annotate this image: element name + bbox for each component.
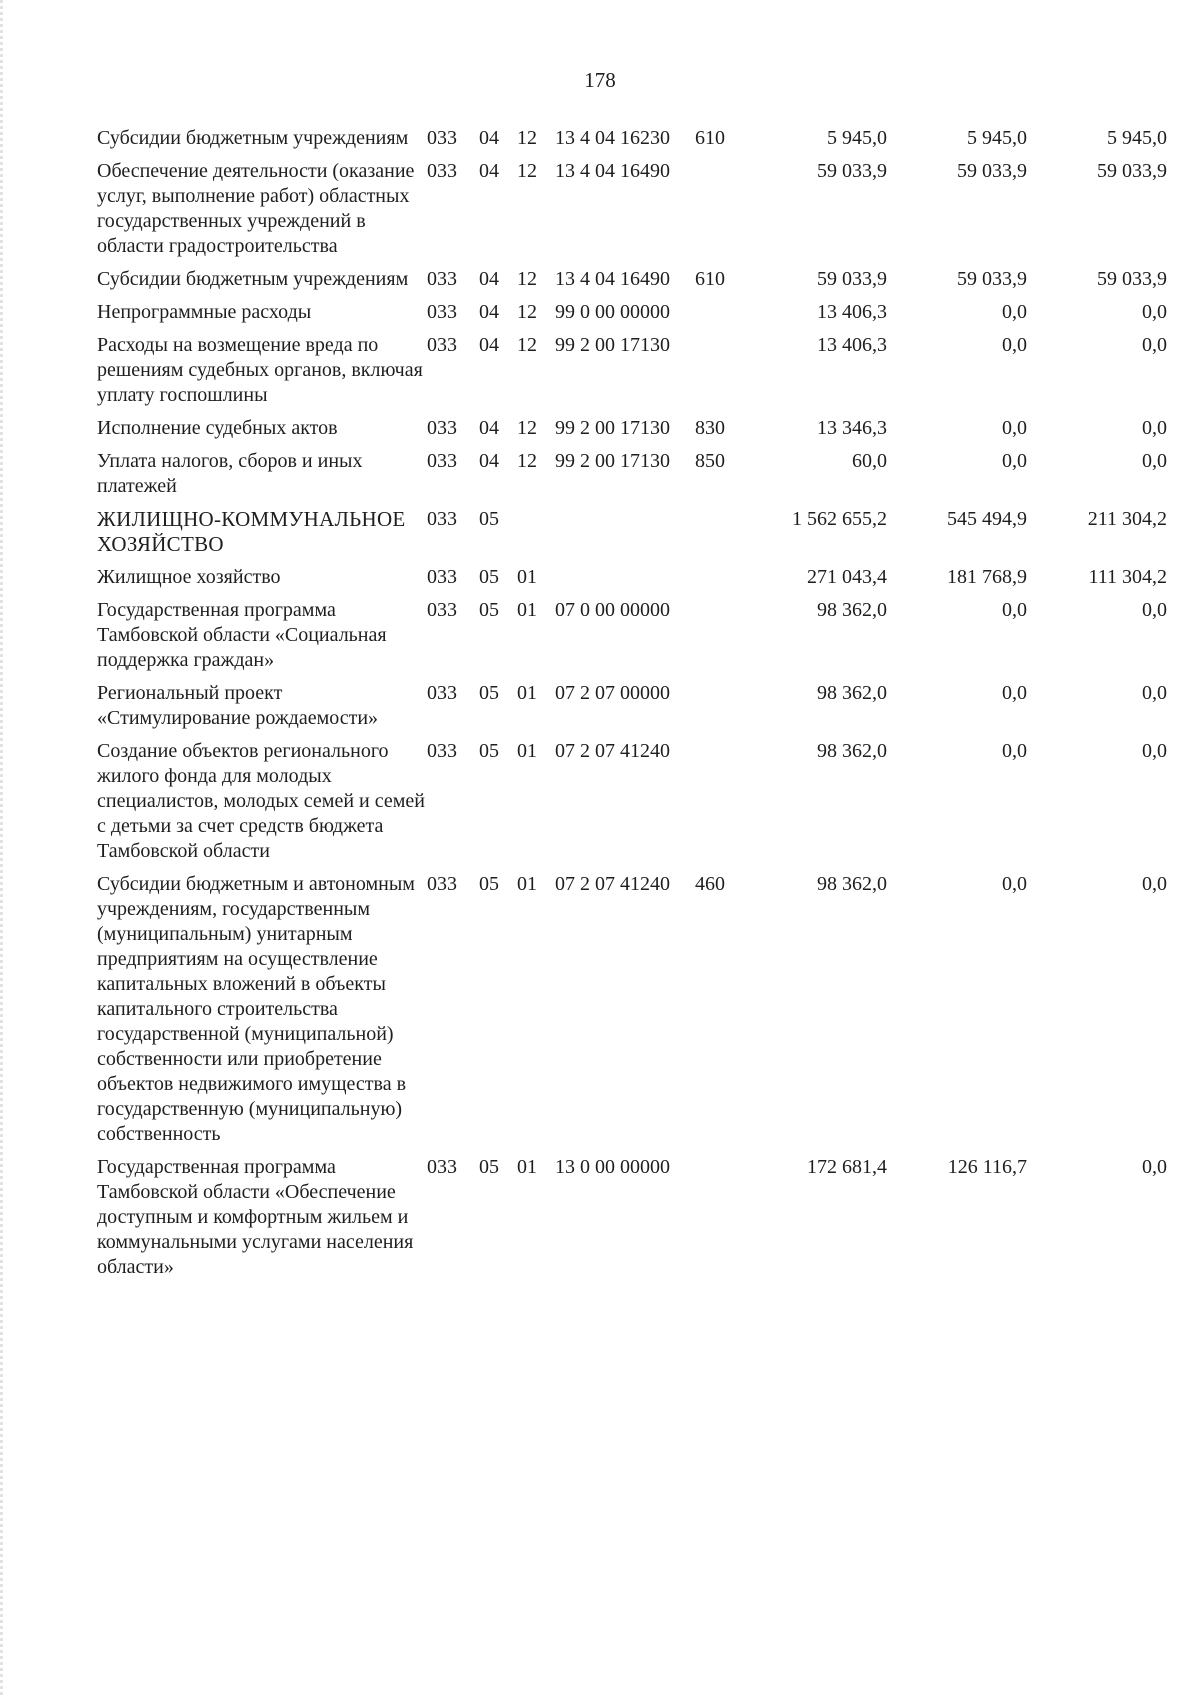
row-rz: 04 — [479, 160, 499, 182]
row-pr — [517, 507, 555, 565]
row-sum-1: 98 362,0 — [817, 740, 887, 762]
row-sum-2: 59 033,9 — [957, 160, 1027, 182]
row-csr: 99 0 00 00000 — [555, 301, 670, 323]
row-name: Исполнение судебных актов — [97, 417, 338, 439]
row-pr: 12 — [517, 127, 537, 149]
row-pr: 12 — [517, 334, 537, 356]
row-sum-3: 0,0 — [1142, 599, 1167, 621]
row-csr: 99 2 00 17130 — [555, 450, 670, 472]
row-pr: 01 — [517, 682, 537, 704]
budget-table — [97, 126, 1167, 1288]
row-csr: 13 4 04 16230 — [555, 127, 670, 149]
row-ved: 033 — [427, 450, 457, 472]
table-row — [97, 565, 1167, 598]
table-row — [97, 681, 1167, 739]
row-sum-1: 98 362,0 — [817, 599, 887, 621]
row-sum-2: 5 945,0 — [967, 127, 1027, 149]
row-pr: 01 — [517, 599, 537, 621]
row-rz: 04 — [479, 417, 499, 439]
row-sum-3: 0,0 — [1142, 301, 1167, 323]
row-vr: 460 — [695, 873, 725, 895]
row-name: Обеспечение деятельности (оказание услуг, выполнение работ) областных государственных учреждений в области градостроительства — [97, 160, 415, 257]
row-ved: 033 — [427, 268, 457, 290]
row-pr: 01 — [517, 740, 537, 762]
table-row — [97, 449, 1167, 507]
row-vr — [695, 333, 747, 416]
row-sum-3: 0,0 — [1142, 682, 1167, 704]
row-name: ЖИЛИЩНО-КОММУНАЛЬНОЕ ХОЗЯЙСТВО — [97, 507, 406, 556]
row-name: Создание объектов регионального жилого фонда для молодых специалистов, молодых семей и семей с детьми за счет средств бюджета Тамбовской области — [97, 740, 425, 862]
row-sum-3: 0,0 — [1142, 873, 1167, 895]
row-sum-3: 111 304,2 — [1088, 566, 1167, 588]
row-ved: 033 — [427, 1156, 457, 1178]
row-pr: 12 — [517, 301, 537, 323]
row-rz: 04 — [479, 301, 499, 323]
row-rz: 05 — [479, 740, 499, 762]
row-name: Государственная программа Тамбовской области «Обеспечение доступным и комфортным жильем и коммунальными услугами населения области» — [97, 1156, 414, 1278]
table-row — [97, 159, 1167, 267]
row-vr — [695, 300, 747, 333]
page-number: 178 — [584, 68, 616, 92]
table-row — [97, 598, 1167, 681]
table-row — [97, 333, 1167, 416]
table-row — [97, 872, 1167, 1155]
row-sum-3: 0,0 — [1142, 740, 1167, 762]
table-row-section — [97, 507, 1167, 565]
row-rz: 05 — [479, 682, 499, 704]
row-sum-2: 0,0 — [1002, 334, 1027, 356]
row-sum-3: 0,0 — [1142, 417, 1167, 439]
row-ved: 033 — [427, 508, 457, 530]
row-vr: 850 — [695, 450, 725, 472]
row-sum-2: 545 494,9 — [947, 508, 1027, 530]
row-sum-1: 59 033,9 — [817, 160, 887, 182]
row-sum-3: 59 033,9 — [1097, 268, 1167, 290]
row-name: Субсидии бюджетным учреждениям — [97, 127, 409, 149]
scan-edge-artifact — [0, 0, 3, 1697]
row-sum-3: 211 304,2 — [1087, 508, 1167, 530]
row-csr: 99 2 00 17130 — [555, 334, 670, 356]
row-csr: 99 2 00 17130 — [555, 417, 670, 439]
row-rz: 04 — [479, 334, 499, 356]
row-name: Уплата налогов, сборов и иных платежей — [97, 450, 363, 497]
row-pr: 12 — [517, 450, 537, 472]
row-sum-1: 59 033,9 — [817, 268, 887, 290]
row-sum-1: 98 362,0 — [817, 682, 887, 704]
row-csr: 07 2 07 41240 — [555, 740, 670, 762]
row-sum-1: 5 945,0 — [827, 127, 887, 149]
row-pr: 12 — [517, 268, 537, 290]
table-row — [97, 739, 1167, 872]
row-rz: 05 — [479, 873, 499, 895]
row-pr: 01 — [517, 1156, 537, 1178]
row-name: Государственная программа Тамбовской области «Социальная поддержка граждан» — [97, 599, 387, 671]
row-sum-1: 13 406,3 — [817, 334, 887, 356]
row-vr — [695, 1155, 747, 1288]
row-sum-2: 59 033,9 — [957, 268, 1027, 290]
row-rz: 04 — [479, 268, 499, 290]
row-sum-2: 181 768,9 — [947, 566, 1027, 588]
row-ved: 033 — [427, 740, 457, 762]
row-sum-2: 0,0 — [1002, 740, 1027, 762]
row-name: Субсидии бюджетным учреждениям — [97, 268, 409, 290]
row-sum-3: 59 033,9 — [1097, 160, 1167, 182]
row-ved: 033 — [427, 417, 457, 439]
row-ved: 033 — [427, 599, 457, 621]
row-sum-1: 98 362,0 — [817, 873, 887, 895]
row-sum-1: 60,0 — [852, 450, 887, 472]
row-sum-1: 271 043,4 — [807, 566, 887, 588]
row-ved: 033 — [427, 566, 457, 588]
row-rz: 05 — [479, 508, 499, 530]
table-row — [97, 416, 1167, 449]
row-sum-2: 0,0 — [1002, 450, 1027, 472]
row-sum-2: 0,0 — [1002, 682, 1027, 704]
table-row — [97, 267, 1167, 300]
row-pr: 12 — [517, 160, 537, 182]
row-vr — [695, 739, 747, 872]
row-ved: 033 — [427, 127, 457, 149]
row-csr: 13 0 00 00000 — [555, 1156, 670, 1178]
row-sum-3: 0,0 — [1142, 334, 1167, 356]
row-name: Региональный проект «Стимулирование рождаемости» — [97, 682, 379, 729]
row-vr — [695, 565, 747, 598]
row-pr: 01 — [517, 873, 537, 895]
row-sum-2: 0,0 — [1002, 873, 1027, 895]
row-rz: 05 — [479, 566, 499, 588]
row-sum-2: 126 116,7 — [947, 1156, 1027, 1178]
row-sum-1: 1 562 655,2 — [792, 508, 887, 530]
row-rz: 05 — [479, 1156, 499, 1178]
row-csr: 07 2 07 41240 — [555, 873, 670, 895]
row-name: Расходы на возмещение вреда по решениям судебных органов, включая уплату госпошлины — [97, 334, 423, 406]
row-sum-2: 0,0 — [1002, 417, 1027, 439]
row-vr: 830 — [695, 417, 725, 439]
row-csr — [555, 565, 695, 598]
row-ved: 033 — [427, 301, 457, 323]
row-sum-1: 13 406,3 — [817, 301, 887, 323]
table-row — [97, 126, 1167, 159]
row-rz: 04 — [479, 450, 499, 472]
row-name: Субсидии бюджетным и автономным учреждениям, государственным (муниципальным) унитарным предприятиям на осуществление капитальных вложений в объекты капитального строительства государственной (муниципальной) собственности или приобретение объектов недвижимого имущества в государственную (муниципальную) собственность — [97, 873, 415, 1145]
row-sum-1: 13 346,3 — [817, 417, 887, 439]
row-sum-3: 5 945,0 — [1107, 127, 1167, 149]
row-rz: 04 — [479, 127, 499, 149]
row-csr: 07 2 07 00000 — [555, 682, 670, 704]
table-row — [97, 1155, 1167, 1288]
row-vr — [695, 507, 747, 565]
row-sum-1: 172 681,4 — [807, 1156, 887, 1178]
row-csr: 07 0 00 00000 — [555, 599, 670, 621]
table-row — [97, 300, 1167, 333]
row-ved: 033 — [427, 160, 457, 182]
row-vr: 610 — [695, 127, 725, 149]
row-vr — [695, 159, 747, 267]
row-vr — [695, 681, 747, 739]
row-vr — [695, 598, 747, 681]
row-sum-2: 0,0 — [1002, 599, 1027, 621]
row-csr — [555, 507, 695, 565]
row-csr: 13 4 04 16490 — [555, 160, 670, 182]
row-ved: 033 — [427, 873, 457, 895]
row-sum-2: 0,0 — [1002, 301, 1027, 323]
row-csr: 13 4 04 16490 — [555, 268, 670, 290]
row-sum-3: 0,0 — [1142, 1156, 1167, 1178]
row-name: Непрограммные расходы — [97, 301, 312, 323]
row-sum-3: 0,0 — [1142, 450, 1167, 472]
row-ved: 033 — [427, 334, 457, 356]
row-ved: 033 — [427, 682, 457, 704]
row-pr: 01 — [517, 566, 537, 588]
row-pr: 12 — [517, 417, 537, 439]
row-vr: 610 — [695, 268, 725, 290]
row-name: Жилищное хозяйство — [97, 566, 281, 588]
row-rz: 05 — [479, 599, 499, 621]
